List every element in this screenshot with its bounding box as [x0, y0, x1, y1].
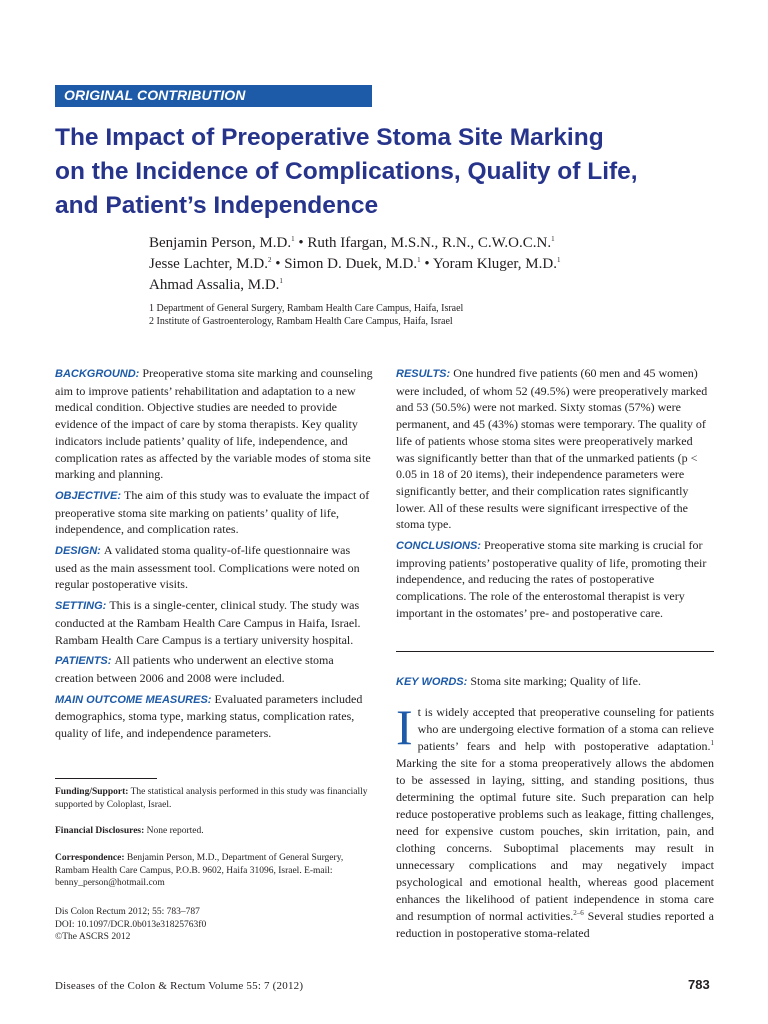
body-text: It is widely accepted that preoperative counseling for patients who are undergoing elective formation of a stoma can relieve patients’ fears and help with postoperative adaptation.$^1$ Marking the site for a stoma preoperatively allows the abdomen to be assessed in laying, sitting, and standing positions, thus determining the optimal future site. Such preparation can help reduce postoperative problems such as leakage, fitting challenges, need for expensive custom pouches, skin irritation, pain, and clothing concerns. Suboptimal placements may result in unnecessary complications and may negatively impact psychological and emotional health, whereas good placement enhances the likelihood of patient independence in stoma care and resumption of normal activities.$^{2-6}$ Several studies reported a reduction in postoperative stoma-related — [396, 699, 714, 940]
affiliations — [149, 302, 463, 328]
abstract-setting: SETTING: This is a single-center, clinical study. The study was conducted at the Rambam Health Care Campus in Haifa, Israel. Rambam Health Care Campus is a tertiary university hospital. — [55, 598, 361, 647]
copyright: ©The ASCRS 2012 — [55, 932, 131, 942]
drop-cap: I — [396, 699, 413, 755]
section-banner — [55, 85, 372, 107]
title-line: and Patient’s Independence — [55, 192, 379, 219]
abstract-design: DESIGN: A validated stoma quality-of-life questionnaire was used as the main assessment tool. Complications were noted on regular postoperative visits. — [55, 543, 360, 592]
abstract-divider — [396, 651, 714, 652]
author-line: Jesse Lachter, M.D.$^2$ • Simon D. Duek, M.D.$^1$ • Yoram Kluger, M.D.$^1$ — [149, 256, 561, 272]
citation: Dis Colon Rectum 2012; 55: 783–787 — [55, 907, 200, 917]
keywords-label: KEY WORDS: — [396, 676, 468, 688]
title-line: on the Incidence of Complications, Quality of Life, — [55, 158, 638, 185]
affiliation: 1 Department of General Surgery, Rambam Health Care Campus, Haifa, Israel — [149, 303, 464, 314]
doi: DOI: 10.1097/DCR.0b013e31825763f0 — [55, 919, 207, 930]
keywords-text: Stoma site marking; Quality of life. — [470, 674, 641, 688]
abstract-right-column — [396, 365, 714, 626]
abstract-conclusions: CONCLUSIONS: Preoperative stoma site marking is crucial for improving patients’ postoperative quality of life, promoting their independence, and reducing the rates of postoperative complications. The role of the enterostomal therapist is very important in the ostomates’ pre- and postoperative care. — [396, 538, 707, 620]
author-name: Jesse Lachter, M.D. — [149, 256, 268, 272]
author-name: Simon D. Duek, M.D. — [284, 256, 418, 272]
article-title — [55, 121, 725, 223]
abstract-background: BACKGROUND: Preoperative stoma site marking and counseling aim to improve patients’ rehabilitation and adaptation to a new medical condition. Objective studies are needed to provide evidence of the impact of care by stoma therapists. Key quality indicators include patients’ quality of life, independence, and complication rates as affected by the variable modes of stoma site marking and planning. — [55, 366, 373, 482]
disclosure-note: Financial Disclosures: None reported. — [55, 826, 204, 836]
page-number: 783 — [688, 977, 710, 992]
footnote-divider — [55, 778, 157, 779]
author-line: Ahmad Assalia, M.D.$^1$ — [149, 277, 283, 293]
journal-footer: Diseases of the Colon & Rectum Volume 55: 7 (2012) — [55, 980, 304, 992]
author-name: Ahmad Assalia, M.D. — [149, 277, 280, 293]
author-name: Yoram Kluger, M.D. — [432, 256, 557, 272]
abstract-left-column — [55, 365, 373, 746]
abstract-outcome-measures: MAIN OUTCOME MEASURES: Evaluated parameters included demographics, stoma type, marking status, complication rates, quality of life, and independence parameters. — [55, 691, 363, 741]
title-line: The Impact of Preoperative Stoma Site Marking — [55, 124, 604, 151]
citation-block — [55, 906, 377, 944]
abstract-objective: OBJECTIVE: The aim of this study was to evaluate the impact of preoperative stoma site marking on patients’ quality of life, independence, and complication rates. — [55, 487, 370, 537]
section-label: ORIGINAL CONTRIBUTION — [64, 87, 246, 103]
abstract-patients: PATIENTS: All patients who underwent an elective stoma creation between 2006 and 2008 were included. — [55, 653, 334, 685]
correspondence-note: Correspondence: Benjamin Person, M.D., Department of General Surgery, Rambam Health Care Campus, P.O.B. 9602, Haifa 31096, Israel. E-mail: benny_person@hotmail.com — [55, 853, 344, 888]
author-list — [149, 233, 709, 296]
author-line: Benjamin Person, M.D.$^1$ • Ruth Ifargan, M.S.N., R.N., C.W.O.C.N.$^1$ — [149, 235, 555, 251]
affiliation: 2 Institute of Gastroenterology, Rambam Health Care Campus, Haifa, Israel — [149, 316, 453, 327]
author-name: Ruth Ifargan, M.S.N., R.N., C.W.O.C.N. — [307, 235, 552, 251]
funding-note: Funding/Support: The statistical analysis performed in this study was financially supported by Coloplast, Israel. — [55, 787, 368, 810]
author-name: Benjamin Person, M.D. — [149, 235, 292, 251]
keywords — [396, 673, 714, 690]
abstract-results: RESULTS: One hundred five patients (60 men and 45 women) were included, of whom 52 (49.5%) were preoperatively marked and 53 (50.5%) were not marked. Sixty stomas (57%) were permanent, and 45 (43%) stomas were temporary. The quality of life of patients whose stoma sites were preoperatively marked was significantly better than that of the unmarked patients (p < 0.05 in 18 of 20 items), their independence parameters were significantly better, and their complication rates significantly lower. All of these results were significant irrespective of the stoma type. — [396, 366, 708, 532]
